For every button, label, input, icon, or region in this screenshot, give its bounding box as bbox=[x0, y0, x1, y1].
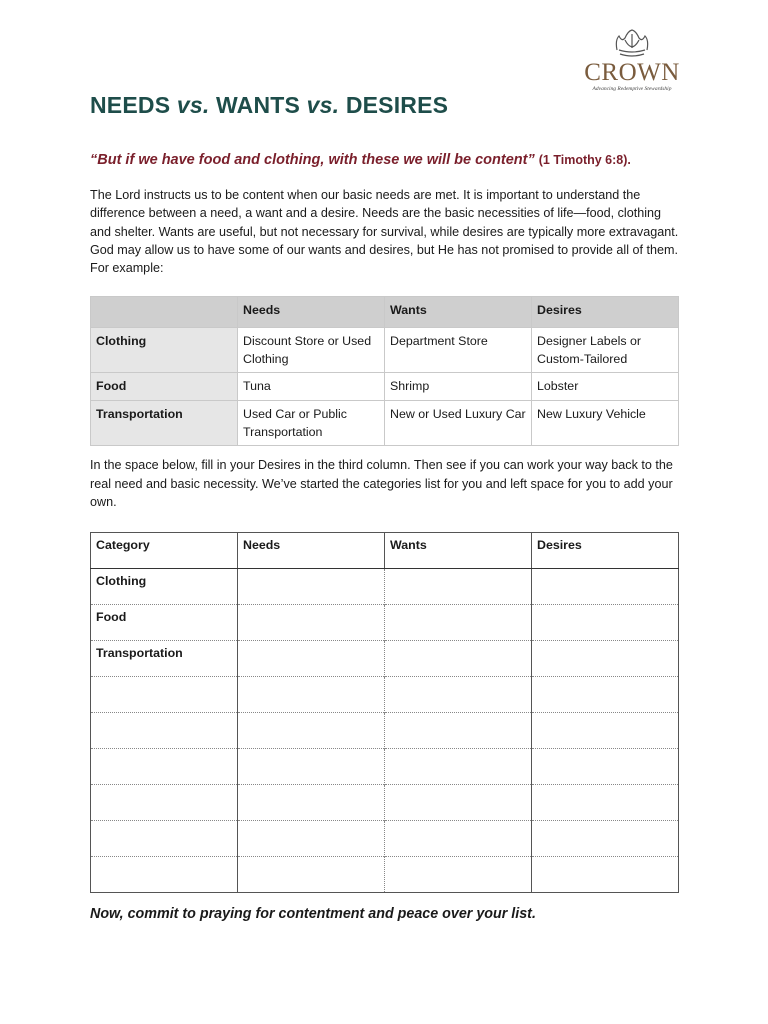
worksheet-desires-cell[interactable] bbox=[532, 677, 679, 713]
example-needs: Discount Store or Used Clothing bbox=[238, 328, 385, 373]
worksheet-desires-cell[interactable] bbox=[532, 605, 679, 641]
title-part3: DESIRES bbox=[339, 92, 449, 118]
table-row bbox=[91, 373, 679, 401]
worksheet-wants-cell[interactable] bbox=[385, 857, 532, 893]
table-row bbox=[91, 401, 679, 446]
worksheet-category-cell[interactable] bbox=[91, 785, 238, 821]
page-title bbox=[90, 92, 448, 119]
worksheet-wants-cell[interactable] bbox=[385, 605, 532, 641]
logo-tagline: Advancing Redemptive Stewardship bbox=[592, 86, 672, 92]
worksheet-wants-cell[interactable] bbox=[385, 785, 532, 821]
table-row bbox=[91, 785, 679, 821]
table-row bbox=[91, 605, 679, 641]
worksheet-category-cell[interactable] bbox=[91, 713, 238, 749]
table-row bbox=[91, 857, 679, 893]
example-table bbox=[90, 296, 679, 446]
example-header-empty bbox=[91, 297, 238, 328]
example-category: Clothing bbox=[91, 328, 238, 373]
worksheet-needs-cell[interactable] bbox=[238, 857, 385, 893]
logo-name: CROWN bbox=[584, 59, 680, 86]
worksheet-header-needs: Needs bbox=[238, 533, 385, 569]
crown-icon bbox=[611, 28, 653, 58]
table-row bbox=[91, 641, 679, 677]
worksheet-desires-cell[interactable] bbox=[532, 749, 679, 785]
worksheet-category-cell[interactable] bbox=[91, 749, 238, 785]
worksheet-header-category: Category bbox=[91, 533, 238, 569]
example-header-desires: Desires bbox=[532, 297, 679, 328]
worksheet-header-desires: Desires bbox=[532, 533, 679, 569]
worksheet-category-cell[interactable] bbox=[91, 857, 238, 893]
example-desires: Lobster bbox=[532, 373, 679, 401]
example-wants: Shrimp bbox=[385, 373, 532, 401]
example-needs: Used Car or Public Transportation bbox=[238, 401, 385, 446]
worksheet-category-cell[interactable]: Food bbox=[91, 605, 238, 641]
quote-reference: (1 Timothy 6:8). bbox=[538, 153, 631, 167]
worksheet-wants-cell[interactable] bbox=[385, 569, 532, 605]
example-header-needs: Needs bbox=[238, 297, 385, 328]
worksheet-needs-cell[interactable] bbox=[238, 785, 385, 821]
worksheet-desires-cell[interactable] bbox=[532, 641, 679, 677]
worksheet-desires-cell[interactable] bbox=[532, 785, 679, 821]
worksheet-needs-cell[interactable] bbox=[238, 749, 385, 785]
scripture-quote bbox=[90, 152, 631, 168]
worksheet-needs-cell[interactable] bbox=[238, 713, 385, 749]
worksheet-header-wants: Wants bbox=[385, 533, 532, 569]
worksheet-category-cell[interactable] bbox=[91, 677, 238, 713]
example-category: Food bbox=[91, 373, 238, 401]
closing-statement: Now, commit to praying for contentment and peace over your list. bbox=[90, 906, 536, 922]
title-vs2: vs. bbox=[306, 92, 340, 118]
title-vs1: vs. bbox=[176, 92, 210, 118]
worksheet-desires-cell[interactable] bbox=[532, 713, 679, 749]
example-wants: Department Store bbox=[385, 328, 532, 373]
worksheet-needs-cell[interactable] bbox=[238, 677, 385, 713]
worksheet-wants-cell[interactable] bbox=[385, 749, 532, 785]
worksheet-wants-cell[interactable] bbox=[385, 713, 532, 749]
example-wants: New or Used Luxury Car bbox=[385, 401, 532, 446]
example-category: Transportation bbox=[91, 401, 238, 446]
worksheet-category-cell[interactable]: Transportation bbox=[91, 641, 238, 677]
table-row bbox=[91, 821, 679, 857]
crown-logo bbox=[584, 28, 680, 92]
example-desires: New Luxury Vehicle bbox=[532, 401, 679, 446]
example-header-wants: Wants bbox=[385, 297, 532, 328]
worksheet-needs-cell[interactable] bbox=[238, 641, 385, 677]
worksheet-wants-cell[interactable] bbox=[385, 677, 532, 713]
worksheet-desires-cell[interactable] bbox=[532, 569, 679, 605]
title-part2: WANTS bbox=[209, 92, 307, 118]
example-needs: Tuna bbox=[238, 373, 385, 401]
table-row bbox=[91, 677, 679, 713]
worksheet-wants-cell[interactable] bbox=[385, 641, 532, 677]
worksheet-needs-cell[interactable] bbox=[238, 605, 385, 641]
worksheet-category-cell[interactable]: Clothing bbox=[91, 569, 238, 605]
title-part1: NEEDS bbox=[90, 92, 177, 118]
worksheet-table bbox=[90, 532, 679, 893]
worksheet-header bbox=[91, 533, 679, 569]
intro-paragraph: The Lord instructs us to be content when our basic needs are met. It is important to understand the difference between a need, a want and a desire. Needs are the basic necessities of life—food, clothing and shelter. Wants are useful, but not necessary for survival, while desires are typically more extravagant. God may allow us to have some of our wants and desires, but He has not promised to provide all of them. For example: bbox=[90, 188, 679, 276]
table-row bbox=[91, 328, 679, 373]
table-row bbox=[91, 569, 679, 605]
table-row bbox=[91, 713, 679, 749]
worksheet-needs-cell[interactable] bbox=[238, 821, 385, 857]
table-row bbox=[91, 749, 679, 785]
example-table-header bbox=[91, 297, 679, 328]
worksheet-desires-cell[interactable] bbox=[532, 857, 679, 893]
worksheet-category-cell[interactable] bbox=[91, 821, 238, 857]
worksheet-desires-cell[interactable] bbox=[532, 821, 679, 857]
quote-text: “But if we have food and clothing, with these we will be content” bbox=[90, 152, 535, 168]
instructions-paragraph: In the space below, fill in your Desires in the third column. Then see if you can work your way back to the real need and basic necessity. We’ve started the categories list for you and left space for you to add your own. bbox=[90, 458, 673, 509]
example-desires: Designer Labels or Custom-Tailored bbox=[532, 328, 679, 373]
worksheet-needs-cell[interactable] bbox=[238, 569, 385, 605]
worksheet-wants-cell[interactable] bbox=[385, 821, 532, 857]
